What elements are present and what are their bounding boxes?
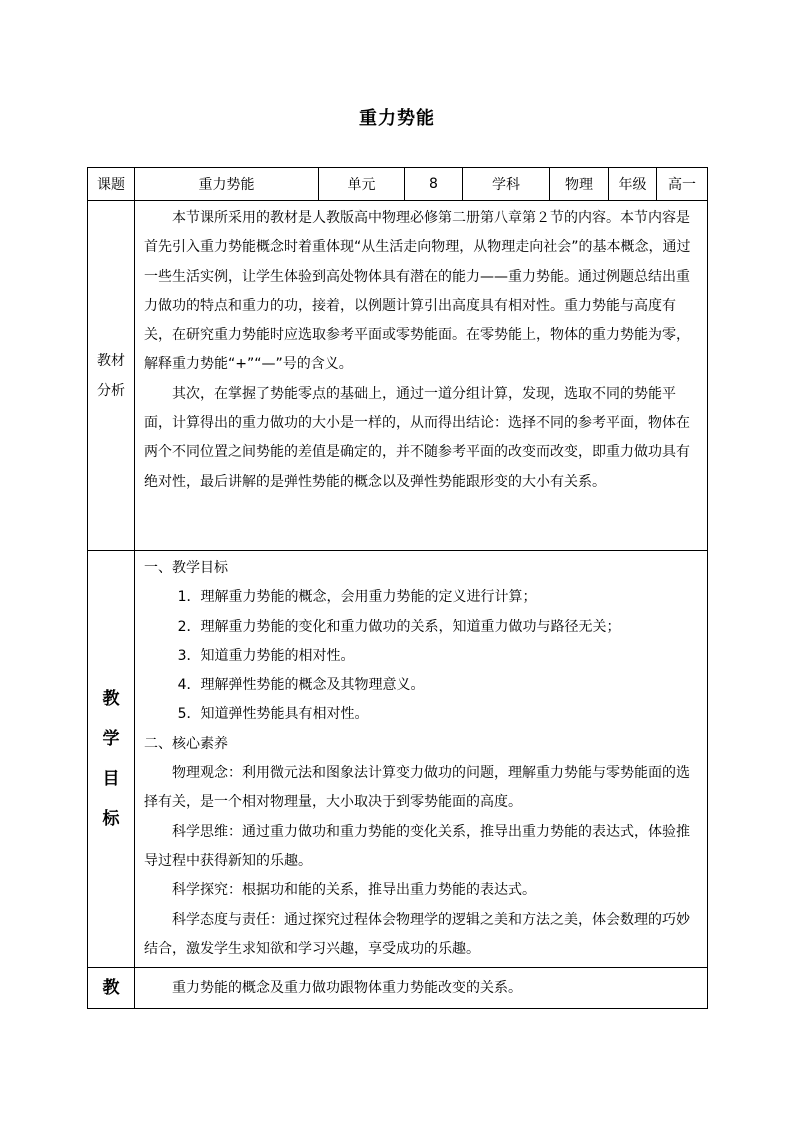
literacy-item: 科学思维：通过重力做功和重力势能的变化关系，推导出重力势能的表达式，体验推导过程中获得新知的乐趣。 [144,823,690,869]
goals-label [88,551,135,968]
literacy-item: 科学探究：根据功和能的关系，推导出重力势能的表达式。 [172,882,536,899]
subject-label: 学科 [463,168,550,201]
goals-label-char: 目 [102,769,120,790]
key-points-text: 重力势能的概念及重力做功跟物体重力势能改变的关系。 [172,979,522,996]
unit-label: 单元 [319,168,405,201]
goals-label-char: 教 [102,689,120,710]
grade-label: 年级 [609,168,657,201]
section-heading-goals: 一、教学目标 [144,560,228,576]
analysis-paragraph-2: 其次，在掌握了势能零点的基础上，通过一道分组计算，发现，选取不同的势能平面，计算得出的重力做功的大小是一样的，从而得出结论：选择不同的参考平面，物体在两个不同位置之间势能的差值是确定的，并不随参考平面的改变而改变，即重力做功具有绝对性，最后讲解的是弹性势能的概念以及弹性势能跟形变的大小有关系。 [144,385,690,490]
topic-value: 重力势能 [135,168,319,201]
grade-value: 高一 [657,168,708,201]
goals-label-char: 标 [102,809,120,830]
goal-item: 3．知道重力势能的相对性。 [177,647,355,664]
analysis-paragraph-1: 本节课所采用的教材是人教版高中物理必修第二册第八章第２节的内容。本节内容是首先引入重力势能概念时着重体现“从生活走向物理，从物理走向社会”的基本概念，通过一些生活实例，让学生体验到高处物体具有潜在的能力——重力势能。通过例题总结出重力做功的特点和重力的功，接着，以例题计算引出高度具有相对性。重力势能与高度有关，在研究重力势能时应选取参考平面或零势能面。在零势能上，物体的重力势能为零，解释重力势能“+”“—”号的含义。 [144,210,691,373]
analysis-content [135,201,708,551]
literacy-item: 科学态度与责任：通过探究过程体会物理学的逻辑之美和方法之美，体会数理的巧妙结合，激发学生求知欲和学习兴趣，享受成功的乐趣。 [144,911,690,957]
goal-item: 2．理解重力势能的变化和重力做功的关系，知道重力做功与路径无关； [177,618,621,635]
header-row [88,168,708,201]
topic-label: 课题 [88,168,135,201]
analysis-row [88,201,708,551]
section-heading-literacy: 二、核心素养 [144,735,228,752]
key-points-row [88,968,708,1009]
goal-item: 4．理解弹性势能的概念及其物理意义。 [177,677,425,694]
analysis-label [88,201,135,551]
page-title: 重力势能 [359,108,435,129]
goals-label-char: 学 [102,729,120,750]
literacy-item: 物理观念：利用微元法和图象法计算变力做功的问题，理解重力势能与零势能面的选择有关，是一个相对物理量，大小取决于到零势能面的高度。 [144,765,690,811]
goals-row [88,551,708,968]
unit-value: 8 [405,168,463,201]
analysis-label-line1: 教材 [97,352,125,369]
goal-item: 1．理解重力势能的概念，会用重力势能的定义进行计算； [177,589,537,606]
analysis-label-line2: 分析 [97,382,125,399]
key-points-label: 教 [88,968,135,1009]
key-points-content [135,968,708,1009]
goals-content [135,551,708,968]
goal-item: 5．知道弹性势能具有相对性。 [177,706,369,723]
subject-value: 物理 [550,168,609,201]
lesson-plan-table [87,167,708,1009]
